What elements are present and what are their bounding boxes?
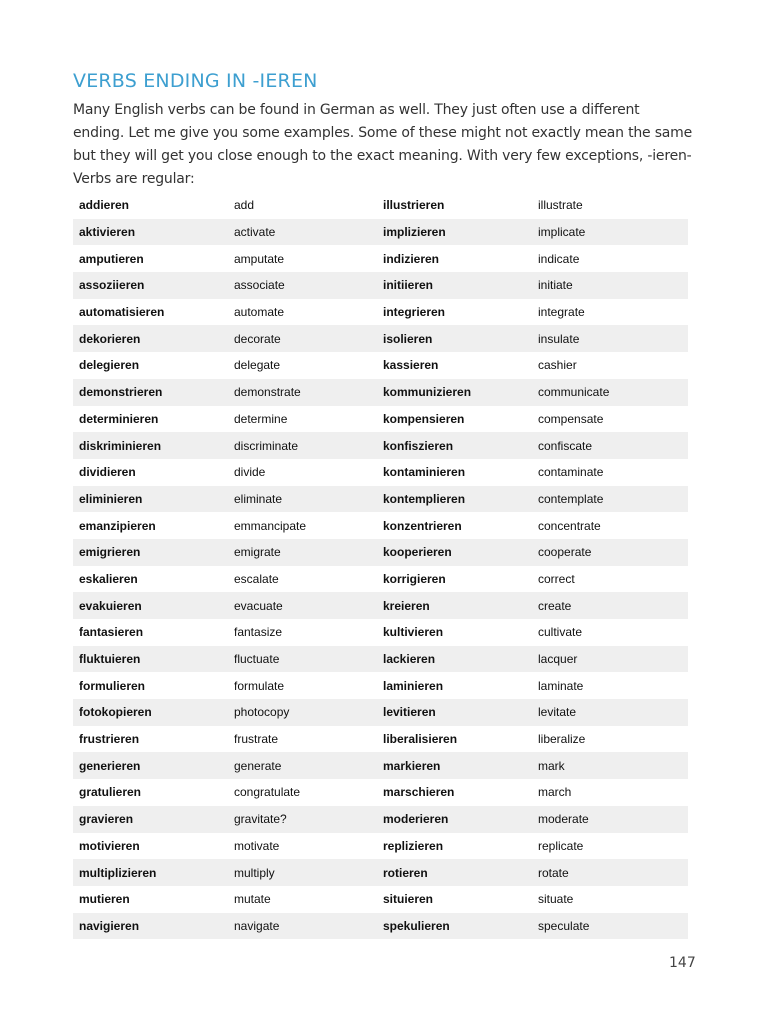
english-verb-right: concentrate (538, 518, 601, 533)
english-verb-left: emmancipate (234, 518, 307, 533)
table-row (73, 459, 688, 486)
english-verb-right: liberalize (538, 732, 586, 747)
german-verb-right: indizieren (383, 251, 440, 266)
german-verb-left: demonstrieren (73, 379, 228, 406)
german-verb-right: markieren (377, 752, 532, 779)
german-verb-right: konzentrieren (383, 518, 462, 533)
verb-table (73, 192, 688, 939)
table-row (73, 512, 688, 539)
table-row (73, 219, 688, 246)
english-verb-left: automate (234, 305, 285, 320)
table-row (73, 352, 688, 379)
german-verb-right: situieren (383, 892, 434, 907)
table-row (73, 325, 688, 352)
english-verb-left: fantasize (234, 625, 283, 640)
german-verb-left: fantasieren (79, 625, 144, 640)
table-row (73, 406, 688, 433)
german-verb-left: multiplizieren (73, 859, 228, 886)
table-row (73, 699, 688, 726)
german-verb-left: eskalieren (79, 571, 138, 586)
german-verb-right: isolieren (377, 325, 532, 352)
table-row (73, 886, 688, 913)
english-verb-right: rotate (532, 859, 688, 886)
german-verb-right: spekulieren (377, 913, 532, 940)
english-verb-left: generate (228, 752, 377, 779)
english-verb-left: demonstrate (228, 379, 377, 406)
german-verb-left: dividieren (79, 465, 136, 480)
english-verb-right: insulate (532, 325, 688, 352)
english-verb-left: decorate (228, 325, 377, 352)
table-row (73, 859, 688, 886)
table-row (73, 619, 688, 646)
table-row (73, 539, 688, 566)
german-verb-right: levitieren (377, 699, 532, 726)
german-verb-left: frustrieren (79, 732, 140, 747)
german-verb-right: kompensieren (383, 411, 465, 426)
table-row (73, 646, 688, 673)
german-verb-right: initiieren (377, 272, 532, 299)
german-verb-left: addieren (79, 198, 130, 213)
verb-table-body (73, 192, 688, 939)
english-verb-right: integrate (538, 305, 585, 320)
intro-paragraph: Many English verbs can be found in German as well. They just often use a different ending. Let me give you some examples. Some of these might not exactly mean the same but they will get you close enough to the exact meaning. With very few exceptions, -ieren-Verbs are regular: (73, 102, 693, 187)
english-verb-left: eliminate (228, 486, 377, 513)
page-number: 147 (669, 955, 696, 971)
english-verb-left: divide (234, 465, 266, 480)
english-verb-left: multiply (228, 859, 377, 886)
english-verb-left: delegate (234, 358, 281, 373)
english-verb-left: congratulate (234, 785, 301, 800)
english-verb-right: correct (538, 571, 575, 586)
table-row (73, 486, 688, 513)
table-row (73, 806, 688, 833)
german-verb-left: assoziieren (73, 272, 228, 299)
german-verb-left: motivieren (79, 838, 140, 853)
german-verb-left: diskriminieren (73, 432, 228, 459)
german-verb-right: korrigieren (383, 571, 446, 586)
german-verb-left: emanzipieren (79, 518, 156, 533)
german-verb-left: fluktuieren (73, 646, 228, 673)
english-verb-right: moderate (532, 806, 688, 833)
table-row (73, 592, 688, 619)
german-verb-right: kultivieren (383, 625, 444, 640)
english-verb-right: lacquer (532, 646, 688, 673)
english-verb-right: march (538, 785, 572, 800)
table-row (73, 913, 688, 940)
german-verb-right: moderieren (377, 806, 532, 833)
german-verb-right: kassieren (383, 358, 439, 373)
english-verb-right: cultivate (538, 625, 583, 640)
german-verb-left: mutieren (79, 892, 130, 907)
table-row (73, 272, 688, 299)
english-verb-left: evacuate (228, 592, 377, 619)
german-verb-right: implizieren (377, 219, 532, 246)
german-verb-left: fotokopieren (73, 699, 228, 726)
english-verb-left: add (234, 198, 255, 213)
english-verb-left: escalate (234, 571, 279, 586)
english-verb-right: implicate (532, 219, 688, 246)
english-verb-left: mutate (234, 892, 271, 907)
german-verb-left: navigieren (73, 913, 228, 940)
english-verb-left: activate (228, 219, 377, 246)
english-verb-left: photocopy (228, 699, 377, 726)
english-verb-right: levitate (532, 699, 688, 726)
german-verb-right: liberalisieren (383, 732, 458, 747)
english-verb-left: associate (228, 272, 377, 299)
german-verb-right: replizieren (383, 838, 444, 853)
table-row (73, 566, 688, 593)
german-verb-right: rotieren (377, 859, 532, 886)
german-verb-left: determinieren (79, 411, 159, 426)
german-verb-right: lackieren (377, 646, 532, 673)
english-verb-right: laminate (538, 678, 584, 693)
english-verb-right: speculate (532, 913, 688, 940)
german-verb-right: konfiszieren (377, 432, 532, 459)
german-verb-left: eliminieren (73, 486, 228, 513)
german-verb-right: kreieren (377, 592, 532, 619)
english-verb-right: cashier (538, 358, 577, 373)
table-row (73, 192, 688, 219)
english-verb-right: contaminate (538, 465, 604, 480)
english-verb-right: communicate (532, 379, 688, 406)
english-verb-right: mark (532, 752, 688, 779)
german-verb-left: evakuieren (73, 592, 228, 619)
english-verb-left: navigate (228, 913, 377, 940)
german-verb-left: generieren (73, 752, 228, 779)
table-row (73, 245, 688, 272)
table-row (73, 779, 688, 806)
english-verb-right: replicate (538, 838, 584, 853)
english-verb-left: frustrate (234, 732, 279, 747)
english-verb-left: motivate (234, 838, 280, 853)
german-verb-right: kooperieren (377, 539, 532, 566)
german-verb-right: laminieren (383, 678, 444, 693)
english-verb-left: gravitate? (228, 806, 377, 833)
table-row (73, 432, 688, 459)
german-verb-right: kontaminieren (383, 465, 466, 480)
english-verb-left: determine (234, 411, 288, 426)
english-verb-right: confiscate (532, 432, 688, 459)
german-verb-left: delegieren (79, 358, 140, 373)
german-verb-left: dekorieren (73, 325, 228, 352)
table-row (73, 379, 688, 406)
english-verb-left: emigrate (228, 539, 377, 566)
english-verb-right: compensate (538, 411, 604, 426)
german-verb-right: marschieren (383, 785, 455, 800)
english-verb-left: formulate (234, 678, 285, 693)
german-verb-right: illustrieren (383, 198, 445, 213)
german-verb-left: gravieren (73, 806, 228, 833)
section-heading: VERBS ENDING IN -IEREN (73, 70, 318, 92)
table-row (73, 833, 688, 860)
german-verb-left: aktivieren (73, 219, 228, 246)
german-verb-right: integrieren (383, 305, 446, 320)
table-row (73, 752, 688, 779)
german-verb-right: kommunizieren (377, 379, 532, 406)
english-verb-left: discriminate (228, 432, 377, 459)
english-verb-right: indicate (538, 251, 580, 266)
table-row (73, 299, 688, 326)
english-verb-left: amputate (234, 251, 285, 266)
german-verb-left: gratulieren (79, 785, 142, 800)
table-row (73, 672, 688, 699)
english-verb-right: initiate (532, 272, 688, 299)
english-verb-right: illustrate (538, 198, 583, 213)
english-verb-right: create (532, 592, 688, 619)
english-verb-right: situate (538, 892, 574, 907)
german-verb-left: emigrieren (73, 539, 228, 566)
german-verb-left: automatisieren (79, 305, 165, 320)
english-verb-right: contemplate (532, 486, 688, 513)
german-verb-left: amputieren (79, 251, 144, 266)
english-verb-right: cooperate (532, 539, 688, 566)
table-row (73, 726, 688, 753)
german-verb-left: formulieren (79, 678, 146, 693)
english-verb-left: fluctuate (228, 646, 377, 673)
german-verb-right: kontemplieren (377, 486, 532, 513)
